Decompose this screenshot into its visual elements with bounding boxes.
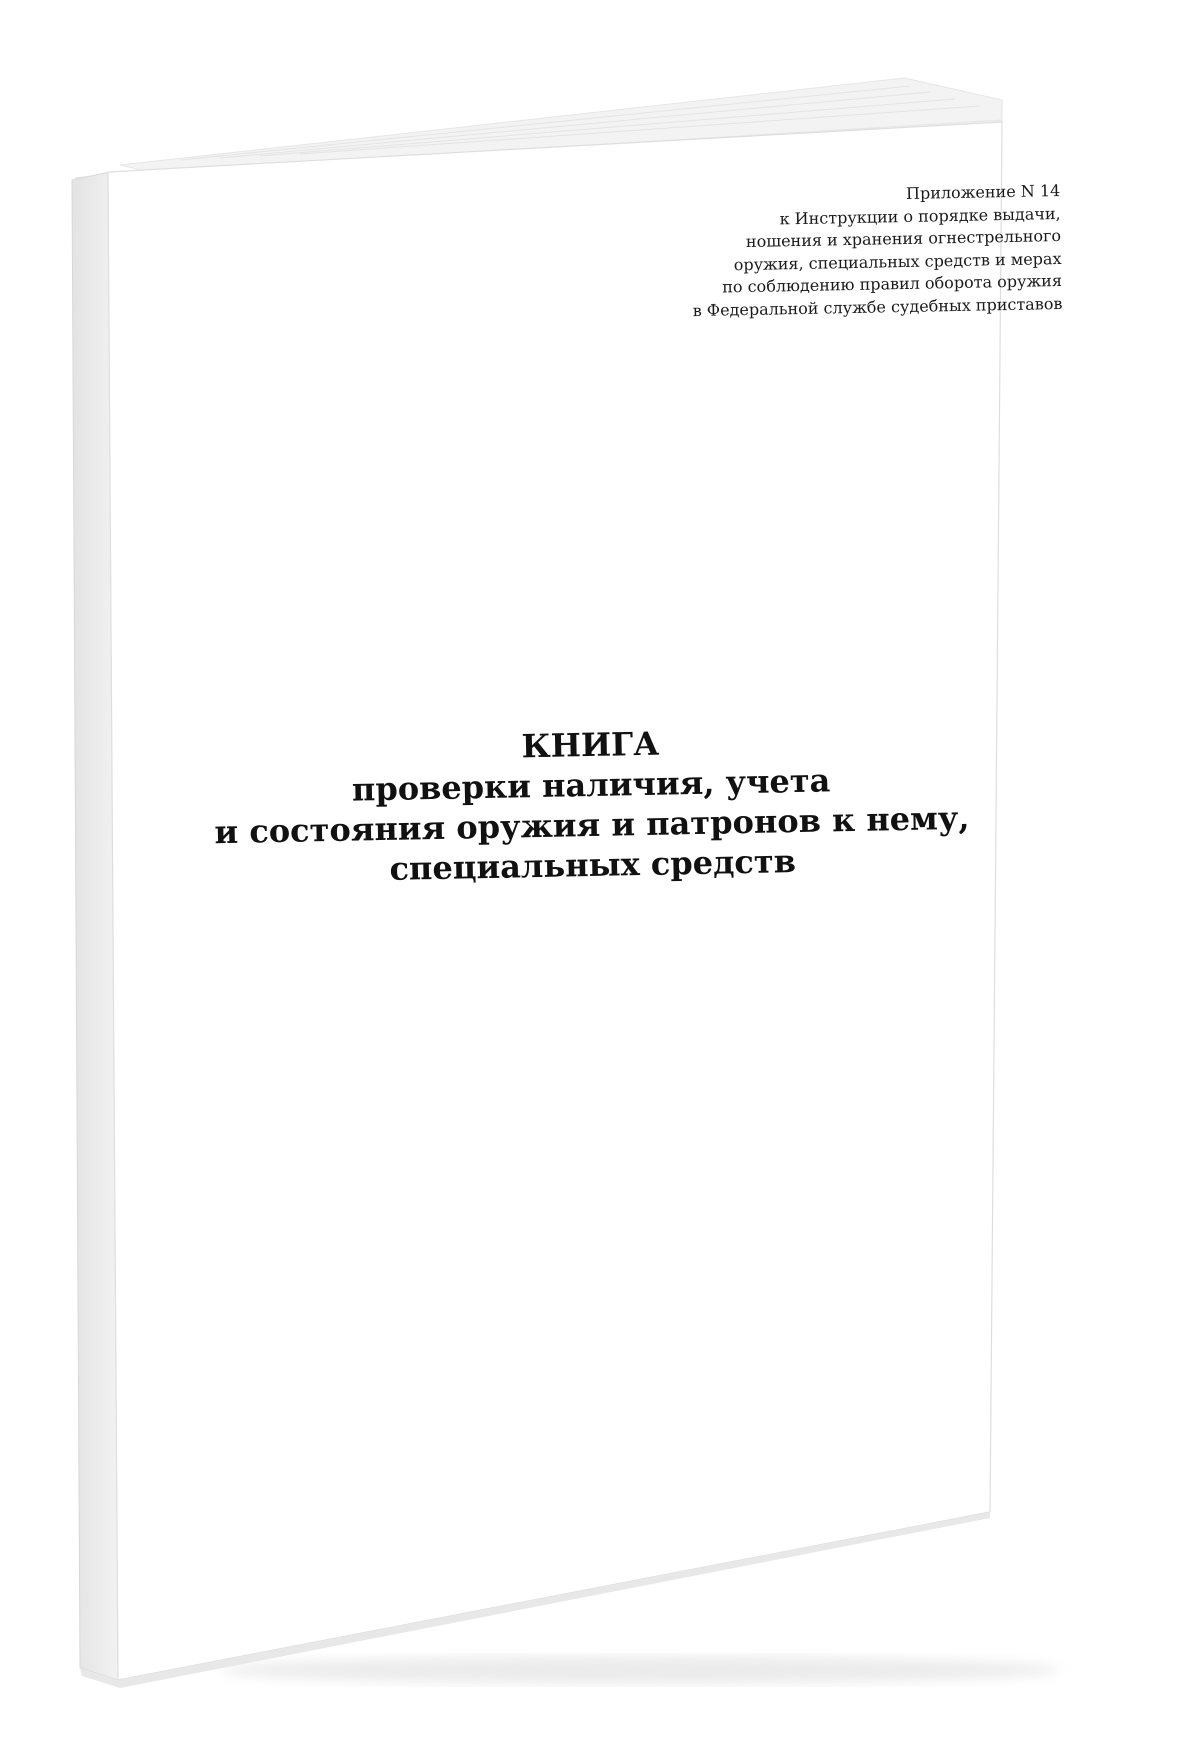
appendix-line: ношения и хранения огнестрельного bbox=[745, 225, 1062, 252]
appendix-line: к Инструкции о порядке выдачи, bbox=[779, 203, 1061, 228]
book-title bbox=[120, 716, 1063, 894]
title-line: проверки наличия, учета bbox=[351, 761, 831, 809]
appendix-line: оружия, специальных средств и мерах bbox=[733, 248, 1062, 274]
appendix-line: по соблюдению правил оборота оружия bbox=[722, 270, 1063, 297]
appendix-line: Приложение N 14 bbox=[905, 180, 1061, 203]
title-line: и состояния оружия и патронов к нему, bbox=[214, 798, 970, 852]
appendix-line: в Федеральной службе судебных приставов bbox=[692, 293, 1063, 320]
title-line: КНИГА bbox=[521, 724, 660, 766]
appendix-note bbox=[500, 180, 1062, 326]
title-line: специальных средств bbox=[389, 842, 797, 888]
cover-text-area bbox=[120, 180, 1063, 1680]
